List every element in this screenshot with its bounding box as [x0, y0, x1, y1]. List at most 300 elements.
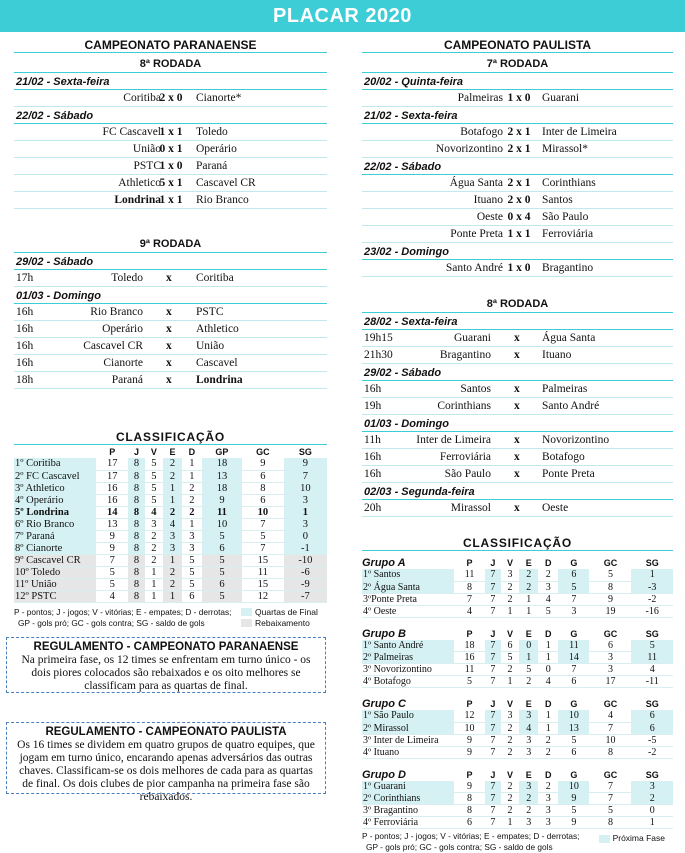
stat-cell: 4: [589, 710, 631, 722]
home-team: Athletico: [118, 177, 161, 189]
standings-row: [362, 817, 673, 829]
stat-cell: -1: [284, 542, 327, 554]
match-time: 20h: [364, 502, 382, 514]
stat-cell: 17: [96, 458, 128, 470]
stat-cell: 7: [485, 652, 501, 664]
match-row: [14, 321, 327, 338]
stat-cell: 3: [589, 652, 631, 664]
paulista-regulation-box: [6, 722, 326, 803]
stat-cell: 5: [145, 482, 164, 494]
col-header: J: [490, 628, 496, 639]
col-header: SG: [645, 628, 659, 639]
standings-row: [362, 805, 673, 817]
stat-cell: 13: [202, 470, 242, 482]
home-team: Inter de Limeira: [416, 434, 491, 446]
stat-cell: 1: [501, 605, 520, 617]
home-team: Cianorte: [103, 357, 143, 369]
stat-cell: 11: [202, 506, 242, 518]
stat-cell: 1: [145, 578, 164, 590]
stat-cell: 1: [538, 722, 558, 734]
home-team: Toledo: [111, 272, 143, 284]
stat-cell: 6: [558, 746, 589, 758]
stat-cell: 13: [96, 518, 128, 530]
stat-cell: 17: [96, 470, 128, 482]
stat-cell: 19: [589, 605, 631, 617]
team-name: 1º São Paulo: [362, 710, 454, 722]
team-name: 8º Cianorte: [14, 542, 96, 554]
home-team: Santo André: [445, 262, 503, 274]
stat-cell: 6: [631, 722, 673, 734]
home-team: Botafogo: [460, 126, 503, 138]
stat-cell: 1: [182, 458, 202, 470]
stat-cell: 9: [242, 458, 284, 470]
away-team: Londrina: [196, 374, 243, 386]
home-team: Oeste: [476, 211, 503, 223]
col-header: P: [466, 769, 473, 780]
stat-cell: 10: [242, 506, 284, 518]
standings-row: [14, 554, 327, 566]
stat-cell: 2: [163, 470, 182, 482]
stat-cell: 3: [501, 569, 520, 581]
match-time: 16h: [16, 306, 34, 318]
away-team: Operário: [196, 143, 237, 155]
stat-cell: 9: [454, 746, 485, 758]
away-team: Botafogo: [542, 451, 585, 463]
stat-cell: 6: [501, 640, 520, 652]
standings-row: [14, 578, 327, 590]
stat-cell: 2: [145, 554, 164, 566]
team-name: 3ºPonte Preta: [362, 593, 454, 605]
day-header: 23/02 - Domingo: [362, 243, 673, 260]
stat-cell: 7: [558, 593, 589, 605]
stat-cell: 7: [485, 581, 501, 593]
home-team: FC Cascavel: [102, 126, 161, 138]
col-header: J: [490, 558, 496, 568]
versus: x: [514, 502, 520, 514]
match-row: [14, 124, 327, 141]
stat-cell: 7: [242, 542, 284, 554]
stat-cell: 10: [558, 710, 589, 722]
away-team: São Paulo: [542, 211, 589, 223]
stat-cell: 15: [242, 554, 284, 566]
versus: x: [166, 340, 172, 352]
away-team: Rio Branco: [196, 194, 249, 206]
versus: x: [166, 323, 172, 335]
away-team: Oeste: [542, 502, 569, 514]
stat-cell: 2: [519, 793, 538, 805]
away-team: Palmeiras: [542, 383, 588, 395]
standings-row: [362, 710, 673, 722]
stat-cell: 2: [163, 566, 182, 578]
stat-cell: 8: [128, 554, 144, 566]
away-team: Santos: [542, 194, 573, 206]
match-row: [362, 260, 673, 277]
versus: x: [514, 434, 520, 446]
stat-cell: 9: [558, 793, 589, 805]
score: 1 x 1: [507, 228, 531, 240]
stat-cell: 1: [182, 470, 202, 482]
stat-cell: -9: [284, 578, 327, 590]
standings-row: [14, 590, 327, 602]
col-header: J: [490, 769, 496, 780]
stat-cell: -11: [631, 676, 673, 688]
stat-cell: 2: [182, 506, 202, 518]
match-row: [14, 175, 327, 192]
away-team: Coritiba: [196, 272, 234, 284]
col-header: D: [188, 446, 196, 457]
match-row: [362, 449, 673, 466]
legend-text-2: GP - gols pró; GC - gols contra; SG - saldo de gols: [18, 617, 205, 628]
stat-cell: 6: [454, 817, 485, 829]
score: 2 x 1: [507, 143, 531, 155]
score: 1 x 1: [159, 194, 183, 206]
stat-cell: 7: [284, 470, 327, 482]
match-row: [362, 141, 673, 158]
stat-cell: 8: [128, 578, 144, 590]
parana-title: CAMPEONATO PARANAENSE: [14, 32, 327, 53]
stat-cell: 1: [501, 676, 520, 688]
day-header: 22/02 - Sábado: [362, 158, 673, 175]
stat-cell: 4: [538, 593, 558, 605]
team-name: 3º Bragantino: [362, 805, 454, 817]
col-header: SG: [645, 558, 659, 568]
stat-cell: 10: [589, 734, 631, 746]
stat-cell: 3: [284, 518, 327, 530]
home-team: Novorizontino: [435, 143, 503, 155]
stat-cell: 2: [538, 746, 558, 758]
stat-cell: 14: [96, 506, 128, 518]
stat-cell: 1: [631, 569, 673, 581]
stat-cell: 7: [485, 817, 501, 829]
standings-row: [14, 506, 327, 518]
parana-column: [14, 32, 327, 629]
stat-cell: 2: [163, 578, 182, 590]
stat-cell: 1: [538, 652, 558, 664]
standings-row: [362, 640, 673, 652]
stat-cell: 8: [589, 746, 631, 758]
match-row: [14, 372, 327, 389]
day-header: 01/03 - Domingo: [14, 287, 327, 304]
team-name: 2º Água Santa: [362, 581, 454, 593]
col-header: G: [570, 558, 578, 568]
match-row: [362, 432, 673, 449]
home-team: Corinthians: [437, 400, 491, 412]
stat-cell: 1: [163, 482, 182, 494]
standings-row: [362, 664, 673, 676]
standings-row: [14, 518, 327, 530]
stat-cell: 5: [182, 566, 202, 578]
away-team: Santo André: [542, 400, 600, 412]
home-team: Água Santa: [449, 177, 503, 189]
parana-legend: [14, 607, 327, 629]
team-name: 4º Ituano: [362, 746, 454, 758]
legend-next-phase: Próxima Fase: [612, 833, 665, 843]
stat-cell: 8: [128, 566, 144, 578]
parana-regulation-title: REGULAMENTO - CAMPEONATO PARANAENSE: [33, 641, 299, 653]
stat-cell: 7: [485, 640, 501, 652]
team-name: 3º Inter de Limeira: [362, 734, 454, 746]
stat-cell: 3: [519, 781, 538, 793]
standings-row: [14, 542, 327, 554]
match-row: [362, 90, 673, 107]
match-row: [14, 90, 327, 107]
stat-cell: 11: [242, 566, 284, 578]
stat-cell: 5: [96, 566, 128, 578]
stat-cell: 7: [589, 722, 631, 734]
relegate-swatch: [241, 619, 252, 627]
next-phase-swatch: [599, 835, 610, 843]
stat-cell: 4: [163, 518, 182, 530]
home-team: Cascavel CR: [83, 340, 143, 352]
col-header: J: [134, 446, 140, 457]
team-name: 7º Paraná: [14, 530, 96, 542]
header-banner: [0, 0, 685, 32]
stat-cell: 3: [519, 710, 538, 722]
stat-cell: 9: [454, 781, 485, 793]
stat-cell: 3: [538, 581, 558, 593]
home-team: Guarani: [453, 332, 491, 344]
away-team: Athletico: [196, 323, 239, 335]
stat-cell: 18: [202, 482, 242, 494]
away-team: Cascavel CR: [196, 177, 256, 189]
home-team: Rio Branco: [90, 306, 143, 318]
score: 2 x 0: [159, 92, 183, 104]
day-header: 02/03 - Segunda-feira: [362, 483, 673, 500]
team-name: 2º FC Cascavel: [14, 470, 96, 482]
stat-cell: 3: [538, 817, 558, 829]
day-header: 22/02 - Sábado: [14, 107, 327, 124]
away-team: Corinthians: [542, 177, 596, 189]
stat-cell: 17: [589, 676, 631, 688]
stat-cell: 2: [519, 805, 538, 817]
col-header: GP: [215, 446, 229, 457]
stat-cell: 2: [538, 569, 558, 581]
parana-standings-table: [14, 445, 327, 603]
stat-cell: 3: [284, 494, 327, 506]
match-row: [14, 355, 327, 372]
stat-cell: 10: [202, 518, 242, 530]
stat-cell: 6: [202, 542, 242, 554]
home-team: Coritiba: [123, 92, 161, 104]
page-title: PLACAR 2020: [273, 5, 412, 27]
versus: x: [166, 357, 172, 369]
col-header: G: [570, 699, 578, 709]
stat-cell: 7: [485, 805, 501, 817]
stat-cell: 7: [485, 569, 501, 581]
paulista-r8-title: 8ª RODADA: [362, 295, 673, 313]
team-name: 2º Corinthians: [362, 793, 454, 805]
stat-cell: 5: [454, 676, 485, 688]
stat-cell: -5: [631, 734, 673, 746]
score: 1 x 0: [159, 160, 183, 172]
home-team: Palmeiras: [457, 92, 503, 104]
group-header-row: [362, 688, 673, 711]
stat-cell: 7: [485, 722, 501, 734]
stat-cell: 0: [519, 640, 538, 652]
stat-cell: 2: [501, 781, 520, 793]
away-team: Cascavel: [196, 357, 238, 369]
stat-cell: 7: [485, 676, 501, 688]
legend-text-1: P - pontos; J - jogos; V - vitórias; E - empates; D - derrotas;: [14, 606, 232, 617]
stat-cell: 15: [242, 578, 284, 590]
col-header: D: [544, 628, 552, 639]
home-team: Ituano: [473, 194, 503, 206]
stat-cell: 5: [145, 494, 164, 506]
col-header: G: [570, 769, 578, 780]
stat-cell: -2: [631, 593, 673, 605]
team-name: 4º Operário: [14, 494, 96, 506]
stat-cell: 6: [202, 578, 242, 590]
team-name: 6º Rio Branco: [14, 518, 96, 530]
stat-cell: 5: [558, 734, 589, 746]
home-team: Santos: [460, 383, 491, 395]
stat-cell: 1: [519, 605, 538, 617]
stat-cell: -2: [631, 746, 673, 758]
day-header: 28/02 - Sexta-feira: [362, 313, 673, 330]
stat-cell: 1: [538, 640, 558, 652]
day-header: 21/02 - Sexta-feira: [14, 73, 327, 90]
stat-cell: 6: [558, 676, 589, 688]
home-team: Operário: [102, 323, 143, 335]
stat-cell: 8: [128, 482, 144, 494]
standings-row: [362, 676, 673, 688]
day-header: 20/02 - Quinta-feira: [362, 73, 673, 90]
stat-cell: 4: [631, 664, 673, 676]
match-time: 16h: [16, 340, 34, 352]
score: 2 x 1: [507, 177, 531, 189]
stat-cell: 9: [454, 734, 485, 746]
legend-text-1: P - pontos; J - jogos; V - vitórias; E - empates; D - derrotas;: [362, 831, 580, 841]
match-row: [14, 192, 327, 209]
match-row: [362, 192, 673, 209]
col-header: V: [507, 699, 514, 709]
match-row: [362, 347, 673, 364]
standings-row: [362, 593, 673, 605]
stat-cell: 10: [454, 722, 485, 734]
versus: x: [514, 349, 520, 361]
score: 5 x 1: [159, 177, 183, 189]
stat-cell: 2: [501, 581, 520, 593]
stat-cell: 8: [128, 470, 144, 482]
paulista-title: CAMPEONATO PAULISTA: [362, 32, 673, 53]
team-name: 2º Palmeiras: [362, 652, 454, 664]
stat-cell: 5: [558, 581, 589, 593]
stat-cell: 2: [163, 506, 182, 518]
score: 2 x 0: [507, 194, 531, 206]
stat-cell: 6: [182, 590, 202, 602]
stat-cell: 4: [519, 722, 538, 734]
stat-cell: 7: [242, 518, 284, 530]
team-name: 11º União: [14, 578, 96, 590]
versus: x: [514, 468, 520, 480]
stat-cell: 8: [128, 542, 144, 554]
col-header: J: [490, 699, 496, 709]
away-team: Bragantino: [542, 262, 594, 274]
legend-qualify: Quartas de Final: [255, 606, 318, 617]
stat-cell: 8: [242, 482, 284, 494]
stat-cell: 18: [202, 458, 242, 470]
match-row: [14, 304, 327, 321]
stat-cell: 0: [631, 805, 673, 817]
paulista-standings-table: [362, 551, 673, 829]
versus: x: [514, 332, 520, 344]
stat-cell: 10: [558, 781, 589, 793]
away-team: União: [196, 340, 225, 352]
col-header: E: [169, 446, 176, 457]
parana-regulation-box: [6, 637, 326, 693]
stat-cell: 3: [558, 605, 589, 617]
col-header: GC: [603, 699, 618, 709]
stat-cell: 1: [163, 554, 182, 566]
stat-cell: 5: [558, 805, 589, 817]
col-header: E: [525, 769, 532, 780]
stat-cell: 9: [96, 530, 128, 542]
away-team: Inter de Limeira: [542, 126, 617, 138]
team-name: 4º Botafogo: [362, 676, 454, 688]
team-name: 4º Ferroviária: [362, 817, 454, 829]
stat-cell: 4: [96, 590, 128, 602]
qualify-swatch: [241, 608, 252, 616]
stat-cell: 2: [501, 805, 520, 817]
col-header: GC: [603, 628, 618, 639]
standings-row: [362, 722, 673, 734]
col-header: SG: [645, 769, 659, 780]
away-team: Mirassol*: [542, 143, 588, 155]
match-time: 16h: [16, 357, 34, 369]
col-header: D: [544, 769, 552, 780]
stat-cell: 6: [558, 569, 589, 581]
stat-cell: 1: [145, 590, 164, 602]
stat-cell: 8: [454, 805, 485, 817]
stat-cell: 0: [284, 530, 327, 542]
standings-row: [362, 652, 673, 664]
away-team: Ituano: [542, 349, 572, 361]
col-header: V: [150, 446, 157, 457]
stat-cell: 8: [589, 581, 631, 593]
stat-cell: 18: [454, 640, 485, 652]
home-team: São Paulo: [444, 468, 491, 480]
match-row: [362, 500, 673, 517]
stat-cell: 5: [202, 554, 242, 566]
paulista-regulation-text: Os 16 times se dividem em quatro grupos de quatro equipes, que jogam em turno único, encarando apenas adversários das outras chaves. Classificam-se os dois melhores de cada para as quartas de final. Os dois clubes de pior campanha na primeira fase são rebaixados.: [17, 739, 315, 803]
day-header: 29/02 - Sábado: [362, 364, 673, 381]
away-team: Cianorte*: [196, 92, 242, 104]
away-team: PSTC: [196, 306, 224, 318]
col-header: V: [507, 558, 514, 568]
match-row: [362, 398, 673, 415]
stat-cell: 7: [558, 664, 589, 676]
col-header: V: [507, 769, 514, 780]
team-name: 3º Athletico: [14, 482, 96, 494]
stat-cell: 2: [631, 793, 673, 805]
stat-cell: 5: [202, 590, 242, 602]
away-team: Água Santa: [542, 332, 596, 344]
stat-cell: 4: [538, 676, 558, 688]
standings-row: [362, 746, 673, 758]
away-team: Guarani: [542, 92, 580, 104]
stat-cell: 3: [589, 664, 631, 676]
home-team: PSTC: [133, 160, 161, 172]
stat-cell: 8: [128, 458, 144, 470]
paulista-r7-title: 7ª RODADA: [362, 55, 673, 73]
stat-cell: 7: [485, 664, 501, 676]
col-header: P: [466, 558, 473, 568]
stat-cell: 8: [128, 530, 144, 542]
col-header: E: [525, 699, 532, 709]
match-time: 16h: [364, 383, 382, 395]
stat-cell: 2: [519, 581, 538, 593]
day-header: 21/02 - Sexta-feira: [362, 107, 673, 124]
